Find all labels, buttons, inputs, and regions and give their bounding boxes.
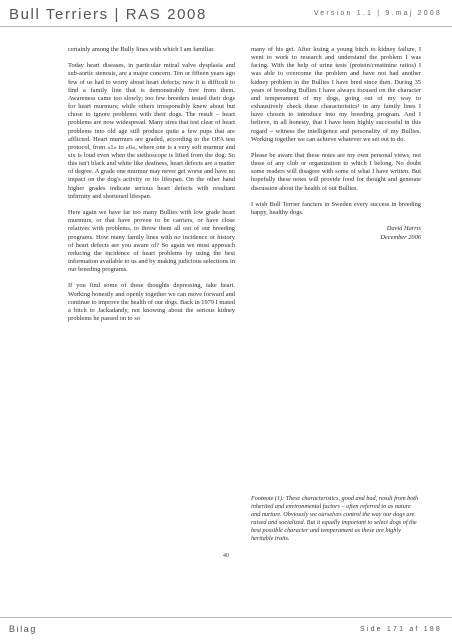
page-number: 40 bbox=[223, 553, 229, 559]
page-header-version: Version 1.1 | 9.maj 2008 bbox=[313, 10, 442, 17]
signature-name: David Harris bbox=[386, 225, 421, 233]
footnote: Footnote (1): These characteristics, good and bad, result from both inherited and environmental factors – often referred to as nature and nurture. Obviously we ourselves control the way our dogs are raised and socialized. But it equally important to select dogs of the best possible character and temperament as these are highly heritable traits. bbox=[251, 495, 419, 542]
signature-date: December 2006 bbox=[380, 233, 421, 241]
left-paragraph-3: Here again we have far too many Bullies with low grade heart murmurs, or that have proven to be carriers, or have close relatives with problems, to throw them all out of our breeding programs. How many family lines with no incidence or history of heart defects are you aware of? So again we must approach reducing the incidence of heart problems by using the best information available to us and by making judicious selections in our breeding programs. bbox=[68, 209, 235, 274]
right-paragraph-2: Please be aware that these notes are my own personal views, not those of any club or organization to which I belong. No doubt some readers will disagree with some of what I have written. But hopefully these notes will provide food for thought and generate discussion about the health of out Bullies. bbox=[251, 152, 421, 192]
right-paragraph-1: many of his get. After losing a young bitch to kidney failure, I went to work to research and understand the problem I was facing. With the help of urine tests (protein/creatinine ratios) I was able to overcome the problem and have not had another kidney problem in the Bullies I have bred since then. During 35 years of breeding Bullies I have always focused on the character and temperament of my dogs, going out of my way to exhaustively check these characteristics¹ in any family lines I have chosen to introduce into my breeding program. And I believe, in all honesty, that I have been highly successful in this regard – witness the intelligence and personality of my Bullies. Working together we can achieve whatever we set out to do. bbox=[251, 46, 421, 143]
left-paragraph-1: certainly among the Bully lines with which I am familiar. bbox=[68, 46, 215, 53]
footer-rule bbox=[0, 617, 452, 618]
left-column bbox=[68, 46, 235, 331]
header-rule bbox=[0, 26, 452, 27]
right-paragraph-3: I wish Bull Terrier fanciers in Sweden every success in breeding happy, healthy dogs. bbox=[251, 200, 421, 217]
left-paragraph-2: Today heart diseases, in particular mitral valve dysplasia and sub-aortic stenosis, are a major concern. Ten or fifteen years ago few of us had to worry about heart defects; now it is difficult to find a family line that is demonstrably free from them. Awareness came too slowly; too few breeders tested their dogs for heart murmurs; while others irresponsibly knew about but chose to ignore problems with their dogs. The result – heart problems are now widespread. Many sires that test clear of heart problems into old age still produce quite a few pups that are afflicted. Heart murmurs are graded, according to the OFA test protocol, from «1» to «6», where one is a very soft murmur and six is loud even when the stethoscope is lifted from the dog. So this isn't black and white like deafness, heart defects are a matter of degree. A grade one murmur may never get worse and have no impact on the dog's activity or its lifespan. On the other hand higher grades indicate serious heart defects with resultant infirmity and shortened lifespan. bbox=[68, 62, 235, 200]
left-paragraph-4: If you find some of these thoughts depressing, take heart. Working honestly and openly together we can move forward and continue to improve the health of our dogs. Back in 1979 I mated a bitch to Jackadandy, not knowing about the serious kidney problems he passed on to so bbox=[68, 282, 236, 323]
right-column bbox=[251, 46, 421, 242]
footer-left-label: Bilag bbox=[9, 624, 38, 634]
page-header-title: Bull Terriers | RAS 2008 bbox=[9, 6, 207, 23]
footer-page-count: Side 171 af 188 bbox=[359, 626, 442, 633]
